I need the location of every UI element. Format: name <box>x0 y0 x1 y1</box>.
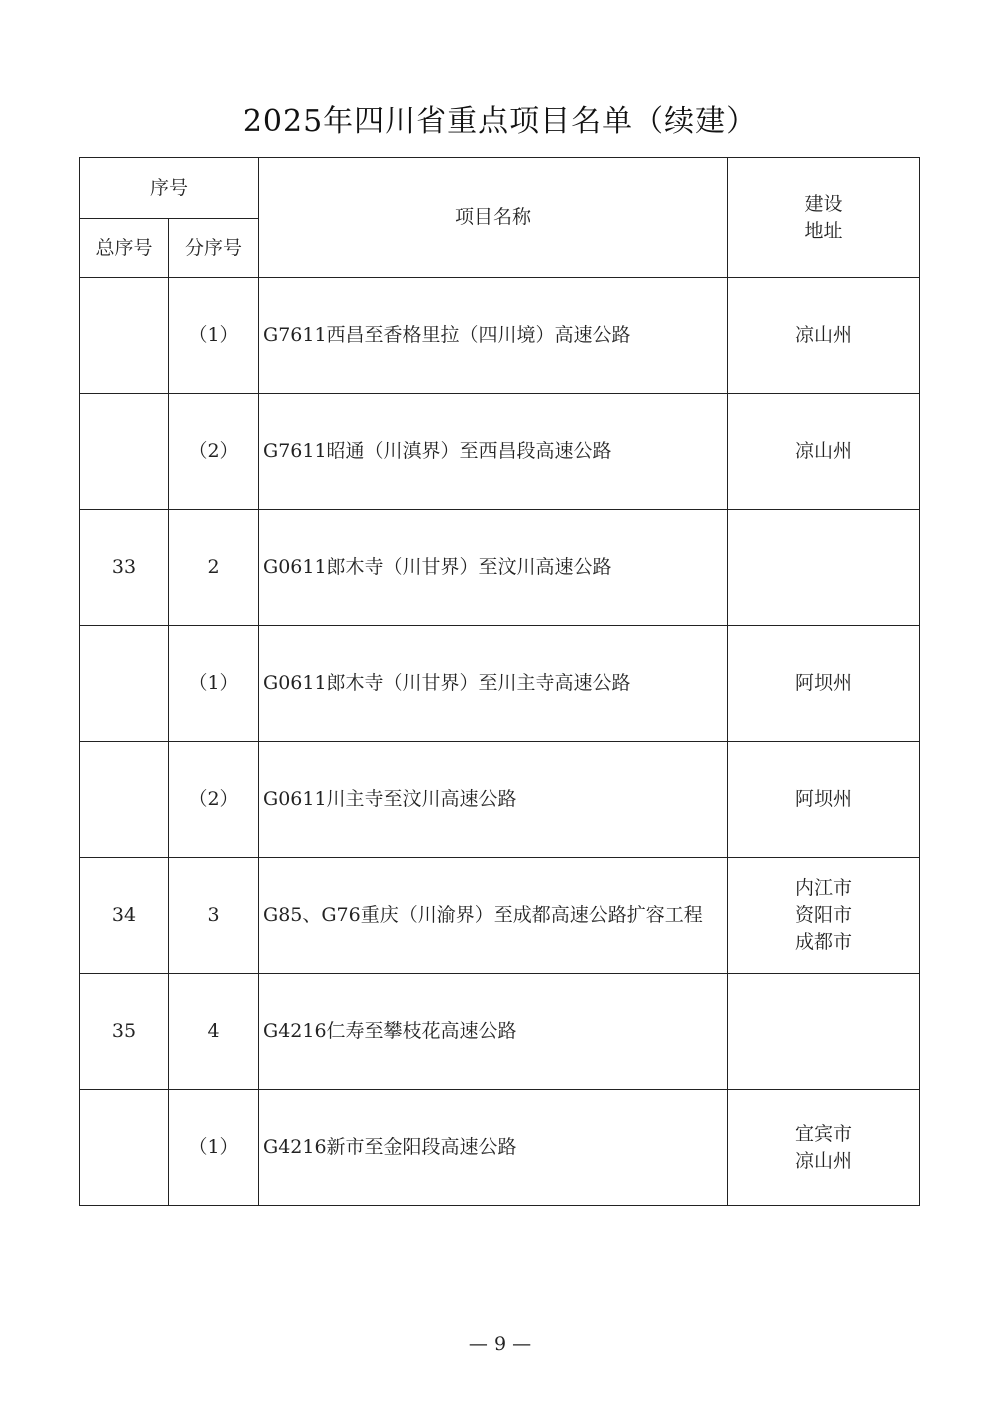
table-row <box>80 858 920 974</box>
header-location-line2: 地址 <box>804 219 843 242</box>
location-line: 成都市 <box>795 931 853 953</box>
location-cell <box>728 278 920 394</box>
location-line: 宜宾市 <box>795 1122 853 1145</box>
location-cell <box>728 510 920 626</box>
page-title: 2025年四川省重点项目名单（续建） <box>242 104 758 139</box>
table-row <box>80 974 920 1090</box>
location-cell <box>728 1090 920 1206</box>
location-line: 凉山州 <box>795 324 853 346</box>
project-name-cell: G7611昭通（川滇界）至西昌段高速公路 <box>259 394 728 510</box>
sub-seq-cell: （1） <box>169 278 259 394</box>
location-cell <box>728 626 920 742</box>
project-name-cell: G0611川主寺至汶川高速公路 <box>259 742 728 858</box>
table-row <box>80 742 920 858</box>
project-name-cell: G4216仁寿至攀枝花高速公路 <box>259 974 728 1090</box>
location-cell <box>728 858 920 974</box>
location-cell <box>728 394 920 510</box>
total-seq-cell: 34 <box>80 858 169 974</box>
page-number: — 9 — <box>468 1333 532 1355</box>
sub-seq-cell: 2 <box>169 510 259 626</box>
table-row <box>80 394 920 510</box>
sub-seq-cell: （2） <box>169 742 259 858</box>
location-line: 凉山州 <box>795 440 853 462</box>
location-cell <box>728 974 920 1090</box>
total-seq-cell <box>80 1090 169 1206</box>
table-row <box>80 278 920 394</box>
location-cell <box>728 742 920 858</box>
table-header-row <box>80 158 920 219</box>
total-seq-cell <box>80 278 169 394</box>
total-seq-cell <box>80 742 169 858</box>
location-line: 阿坝州 <box>795 672 853 694</box>
project-name-cell: G0611郎木寺（川甘界）至川主寺高速公路 <box>259 626 728 742</box>
project-name-cell: G85、G76重庆（川渝界）至成都高速公路扩容工程 <box>259 858 728 974</box>
sub-seq-cell: 4 <box>169 974 259 1090</box>
project-table <box>79 157 920 1206</box>
total-seq-cell: 35 <box>80 974 169 1090</box>
location-line: 阿坝州 <box>795 788 853 810</box>
table-row <box>80 1090 920 1206</box>
header-total-seq: 总序号 <box>80 219 169 278</box>
sub-seq-cell: 3 <box>169 858 259 974</box>
total-seq-cell: 33 <box>80 510 169 626</box>
total-seq-cell <box>80 394 169 510</box>
sub-seq-cell: （1） <box>169 626 259 742</box>
location-line: 内江市 <box>795 877 853 899</box>
header-location-line1: 建设 <box>804 192 843 215</box>
location-line: 凉山州 <box>795 1149 853 1172</box>
total-seq-cell <box>80 626 169 742</box>
header-location <box>728 158 920 278</box>
table-body <box>80 278 920 1206</box>
header-sub-seq: 分序号 <box>169 219 259 278</box>
header-seq: 序号 <box>80 158 259 219</box>
table-row <box>80 510 920 626</box>
project-name-cell: G4216新市至金阳段高速公路 <box>259 1090 728 1206</box>
project-name-cell: G7611西昌至香格里拉（四川境）高速公路 <box>259 278 728 394</box>
location-line: 资阳市 <box>795 904 853 926</box>
sub-seq-cell: （1） <box>169 1090 259 1206</box>
sub-seq-cell: （2） <box>169 394 259 510</box>
table-row <box>80 626 920 742</box>
project-name-cell: G0611郎木寺（川甘界）至汶川高速公路 <box>259 510 728 626</box>
header-project-name: 项目名称 <box>259 158 728 278</box>
